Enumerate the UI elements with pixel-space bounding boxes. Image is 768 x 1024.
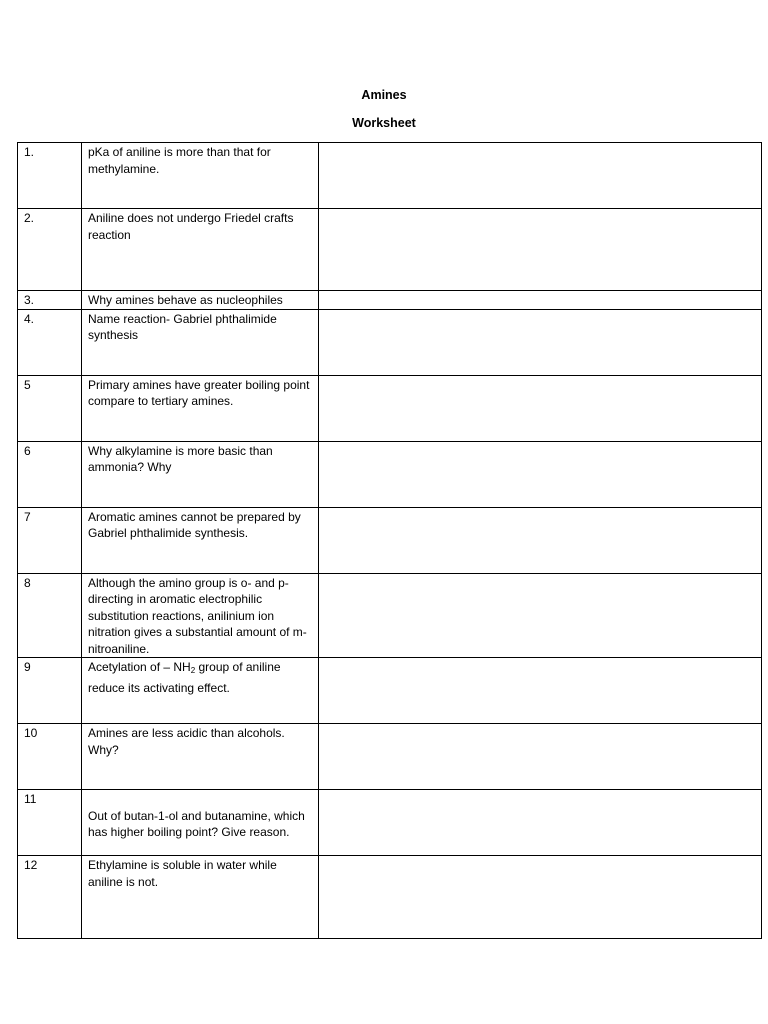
answer-cell[interactable] bbox=[319, 309, 762, 375]
question-text: Although the amino group is o- and p-directing in aromatic electrophilic substitution reactions, anilinium ion nitration gives a substantial amount of m- nitroaniline. bbox=[82, 573, 319, 658]
question-number: 3. bbox=[18, 291, 82, 310]
question-text bbox=[82, 658, 319, 724]
table-row bbox=[18, 143, 762, 209]
questions-table bbox=[17, 142, 762, 939]
answer-cell[interactable] bbox=[319, 507, 762, 573]
question-number: 12 bbox=[18, 856, 82, 939]
question-text bbox=[82, 790, 319, 856]
table-row bbox=[18, 856, 762, 939]
question-text: Why alkylamine is more basic than ammonia? Why bbox=[82, 441, 319, 507]
table-row bbox=[18, 291, 762, 310]
question-text: Amines are less acidic than alcohols. Why? bbox=[82, 724, 319, 790]
table-row bbox=[18, 309, 762, 375]
question-number: 5 bbox=[18, 375, 82, 441]
question-number: 1. bbox=[18, 143, 82, 209]
table-row bbox=[18, 573, 762, 658]
subscript: 2 bbox=[190, 666, 196, 675]
answer-cell[interactable] bbox=[319, 143, 762, 209]
answer-cell[interactable] bbox=[319, 573, 762, 658]
question-text: Name reaction- Gabriel phthalimide synthesis bbox=[82, 309, 319, 375]
question-text: Aromatic amines cannot be prepared by Gabriel phthalimide synthesis. bbox=[82, 507, 319, 573]
answer-cell[interactable] bbox=[319, 375, 762, 441]
table-row bbox=[18, 724, 762, 790]
answer-cell[interactable] bbox=[319, 790, 762, 856]
answer-cell[interactable] bbox=[319, 856, 762, 939]
table-row bbox=[18, 658, 762, 724]
question-number: 11 bbox=[18, 790, 82, 856]
question-number: 7 bbox=[18, 507, 82, 573]
question-number: 10 bbox=[18, 724, 82, 790]
question-number: 9 bbox=[18, 658, 82, 724]
question-text-part: Out of butan-1-ol and butanamine, which has higher boiling point? Give reason. bbox=[88, 808, 305, 839]
question-text: Ethylamine is soluble in water while aniline is not. bbox=[82, 856, 319, 939]
table-row bbox=[18, 507, 762, 573]
table-row bbox=[18, 790, 762, 856]
answer-cell[interactable] bbox=[319, 441, 762, 507]
answer-cell[interactable] bbox=[319, 724, 762, 790]
question-text: Why amines behave as nucleophiles bbox=[82, 291, 319, 310]
question-text-part: group of aniline reduce its activating effect. bbox=[88, 660, 281, 695]
question-text-part: Acetylation of – NH bbox=[88, 660, 191, 674]
answer-cell[interactable] bbox=[319, 291, 762, 310]
answer-cell[interactable] bbox=[319, 209, 762, 291]
table-row bbox=[18, 441, 762, 507]
table-row bbox=[18, 375, 762, 441]
question-number: 8 bbox=[18, 573, 82, 658]
question-text: Aniline does not undergo Friedel crafts reaction bbox=[82, 209, 319, 291]
answer-cell[interactable] bbox=[319, 658, 762, 724]
worksheet-subtitle: Worksheet bbox=[352, 116, 416, 130]
question-number: 6 bbox=[18, 441, 82, 507]
question-text: Primary amines have greater boiling point compare to tertiary amines. bbox=[82, 375, 319, 441]
question-number: 2. bbox=[18, 209, 82, 291]
question-text: pKa of aniline is more than that for methylamine. bbox=[82, 143, 319, 209]
worksheet-title: Amines bbox=[361, 88, 407, 102]
question-number: 4. bbox=[18, 309, 82, 375]
table-row bbox=[18, 209, 762, 291]
